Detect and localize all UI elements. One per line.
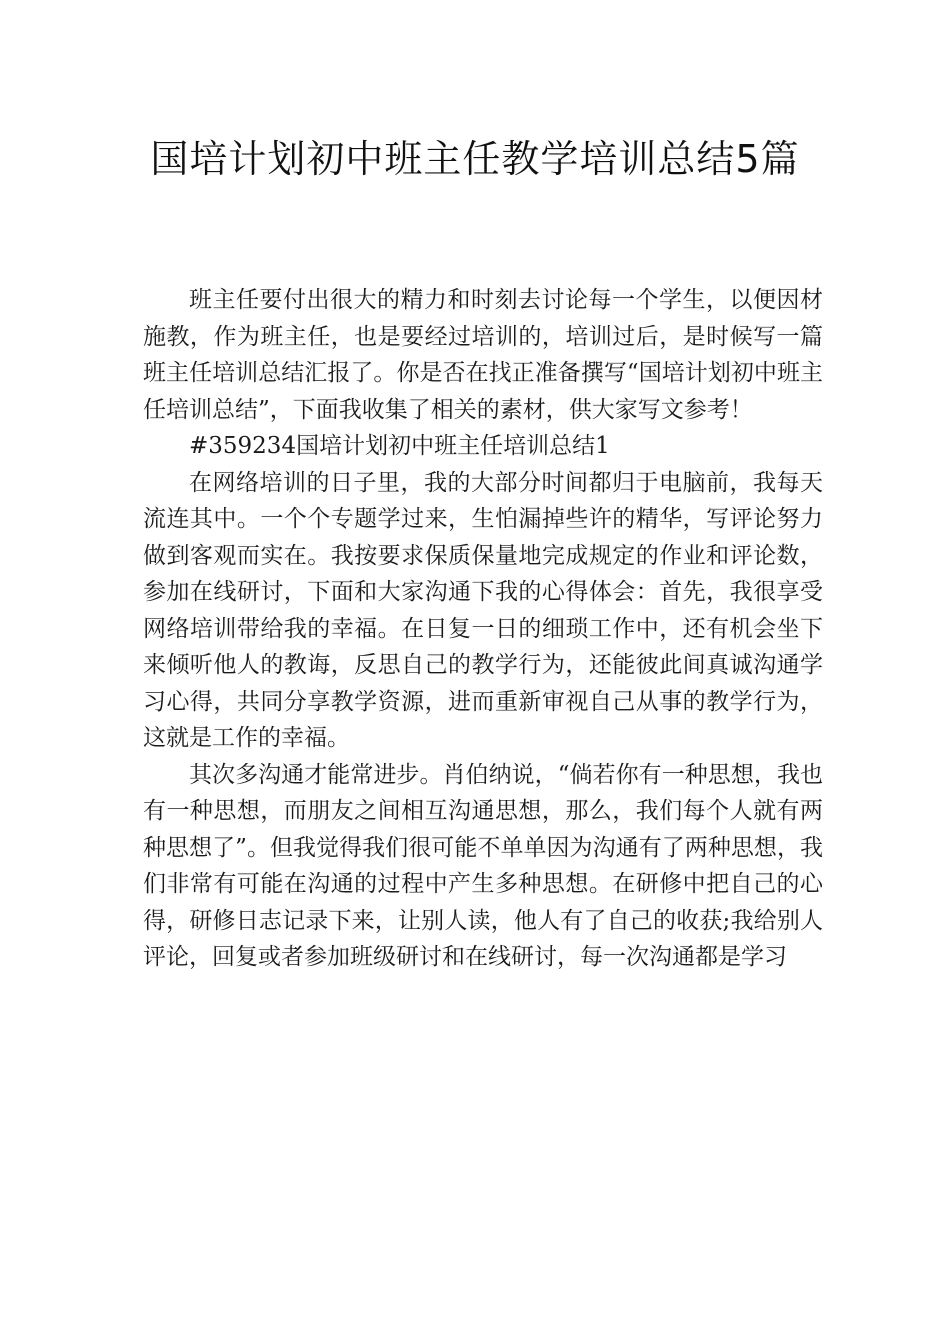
section-heading: #359234国培计划初中班主任培训总结1 (189, 433, 610, 459)
body-paragraph-1: 在网络培训的日子里，我的大部分时间都归于电脑前，我每天流连其中。一个个专题学过来，生怕漏掉些许的精华，写评论努力做到客观而实在。我按要求保质保量地完成规定的作业和评论数，参加在线研讨，下面和大家沟通下我的心得体会：首先，我很享受网络培训带给我的幸福。在日复一日的细琐工作中，还有机会坐下来倾听他人的教诲，反思自己的教学行为，还能彼此间真诚沟通学习心得，共同分享教学资源，进而重新审视自己从事的教学行为，这就是工作的幸福。 (143, 469, 823, 751)
document-title: 国培计划初中班主任教学培训总结5篇 (150, 137, 800, 181)
document-body (143, 282, 823, 976)
body-paragraph-2: 其次多沟通才能常进步。肖伯纳说，“倘若你有一种思想，我也有一种思想，而朋友之间相互沟通思想，那么，我们每个人就有两种思想了”。但我觉得我们很可能不单单因为沟通有了两种思想，我们非常有可能在沟通的过程中产生多种思想。在研修中把自己的心得，研修日志记录下来，让别人读，他人有了自己的收获;我给别人评论，回复或者参加班级研讨和在线研讨，每一次沟通都是学习 (143, 761, 823, 970)
intro-paragraph: 班主任要付出很大的精力和时刻去讨论每一个学生，以便因材施教，作为班主任，也是要经过培训的，培训过后，是时候写一篇班主任培训总结汇报了。你是否在找正准备撰写“国培计划初中班主任培训总结”，下面我收集了相关的素材，供大家写文参考！ (143, 287, 823, 423)
